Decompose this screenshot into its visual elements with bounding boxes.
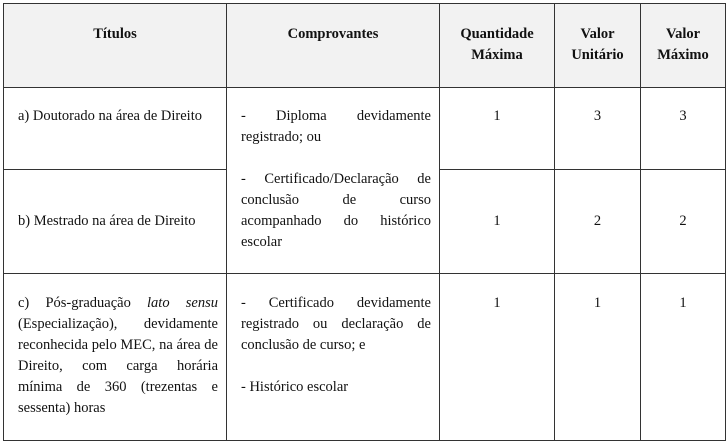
table-row [4, 274, 726, 441]
valor-unitario-cell: 2 [555, 170, 641, 274]
comprovante-certificado: - Certificado/Declaração de conclusão de curso acompanhado do histórico escolar [241, 171, 431, 250]
comprovante-certificado-registrado: - Certificado devidamente registrado ou declaração de conclusão de curso; e [241, 295, 431, 353]
table-row [4, 88, 726, 170]
valor-maximo-cell: 2 [641, 170, 726, 274]
valor-maximo-cell: 1 [641, 274, 726, 441]
titulo-cell [4, 170, 227, 274]
valor-maximo-cell: 3 [641, 88, 726, 170]
header-valor-unitario: Valor Unitário [555, 4, 641, 88]
valor-unitario-cell: 1 [555, 274, 641, 441]
comprovante-diploma: - Diploma devidamente registrado; ou [241, 108, 431, 145]
valor-unitario-cell: 3 [555, 88, 641, 170]
comprovantes-cell-c [227, 274, 440, 441]
header-valor-maximo: Valor Máximo [641, 4, 726, 88]
header-titulos: Títulos [4, 4, 227, 88]
header-quantidade-maxima: Quantidade Máxima [440, 4, 555, 88]
quantidade-cell: 1 [440, 88, 555, 170]
header-row [4, 4, 726, 88]
titulo-mestrado: b) Mestrado na área de Direito [18, 213, 196, 229]
titulo-cell [4, 274, 227, 441]
quantidade-cell: 1 [440, 274, 555, 441]
quantidade-cell: 1 [440, 170, 555, 274]
comprovante-historico: - Histórico escolar [241, 379, 349, 395]
titulo-pos-graduacao: c) Pós-graduação lato sensu (Especialização), devidamente reconhecida pelo MEC, na área de Direito, com carga horária mínima de 360 (trezentas e sessenta) horas [18, 295, 219, 416]
comprovantes-cell-ab [227, 88, 440, 274]
titles-score-table [3, 3, 726, 441]
header-comprovantes: Comprovantes [227, 4, 440, 88]
titulo-doutorado: a) Doutorado na área de Direito [18, 108, 202, 124]
titulo-cell [4, 88, 227, 170]
